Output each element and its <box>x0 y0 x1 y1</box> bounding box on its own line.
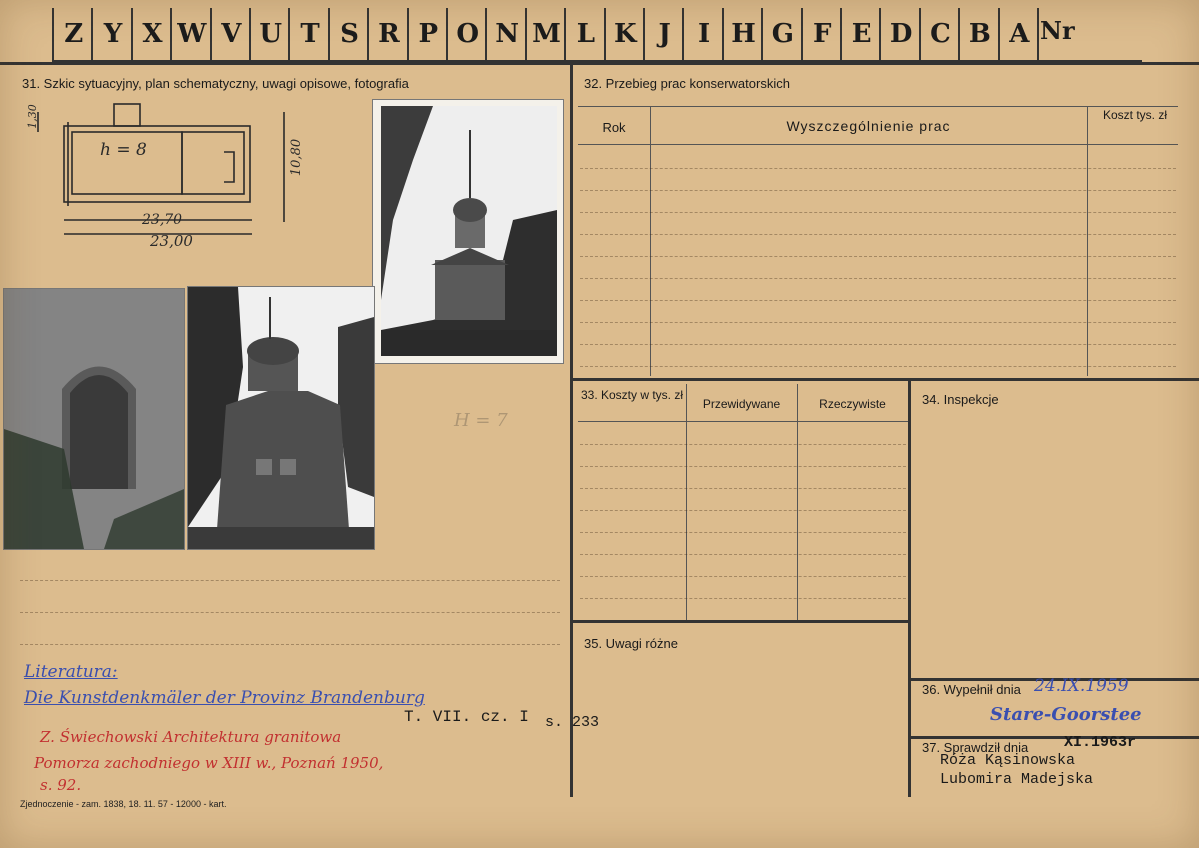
photo-wooden-belfry <box>187 286 375 550</box>
section36-label: 36. Wypełnił dnia <box>922 682 1021 697</box>
index-letter-s: S <box>328 8 369 60</box>
col-desc-header: Wyszczególnienie prac <box>786 118 951 134</box>
table-row-line <box>580 212 1176 213</box>
table-row-line <box>580 366 1176 367</box>
left-column-divider <box>570 62 573 797</box>
sketch-height-note: h = 8 <box>100 140 147 160</box>
header-rule <box>0 62 1199 65</box>
table-row-line <box>580 322 1176 323</box>
index-letter-h: H <box>722 8 763 60</box>
table-row-line <box>580 510 906 511</box>
table-row-line <box>580 256 1176 257</box>
index-letter-g: G <box>761 8 802 60</box>
table-col-rule <box>1087 106 1088 376</box>
literature-page: s. 233 <box>545 714 600 731</box>
index-letter-p: P <box>407 8 448 60</box>
index-letter-n: N <box>485 8 526 60</box>
index-letter-l: L <box>564 8 605 60</box>
table-row-line <box>580 234 1176 235</box>
section37-top-rule <box>910 736 1199 739</box>
faint-height-note: H = 7 <box>454 410 508 431</box>
index-letter-b: B <box>958 8 999 60</box>
print-footer: Zjednoczenie - zam. 1838, 18. 11. 57 - 12000 - kart. <box>20 799 227 809</box>
table-rule <box>578 144 1178 145</box>
index-letter-k: K <box>604 8 645 60</box>
table-row-line <box>580 444 906 445</box>
photo-tower-spire <box>372 99 564 364</box>
index-letter-u: U <box>249 8 290 60</box>
table-row-line <box>580 598 906 599</box>
checker-name-2: Lubomira Madejska <box>940 771 1094 788</box>
dotted-line <box>20 580 560 581</box>
literature-volume: T. VII. cz. I <box>404 708 529 726</box>
dotted-line <box>20 644 560 645</box>
index-letter-w: W <box>170 8 211 60</box>
index-letter-t: T <box>288 8 329 60</box>
col-planned-header: Przewidywane <box>702 397 781 411</box>
section32-bottom-rule <box>572 378 1199 381</box>
table-row-line <box>580 488 906 489</box>
section35-label: 35. Uwagi różne <box>584 636 678 651</box>
index-letter-v: V <box>210 8 251 60</box>
col-actual-header: Rzeczywiste <box>819 397 886 411</box>
index-letter-z: Z <box>52 8 93 60</box>
literature-line3: Pomorza zachodniego w XIII w., Poznań 1950, <box>34 754 384 772</box>
letter-index-strip <box>52 8 1142 62</box>
index-letter-c: C <box>919 8 960 60</box>
table-col-rule <box>650 106 651 376</box>
section36-date: 24.IX.1959 <box>1034 676 1129 696</box>
index-strip-end-rule <box>1037 8 1039 60</box>
index-letter-r: R <box>367 8 408 60</box>
photo-stone-portal <box>3 288 185 550</box>
literature-line2: Z. Świechowski Architektura granitowa <box>40 728 342 746</box>
table-row-line <box>580 532 906 533</box>
index-letter-e: E <box>840 8 881 60</box>
sketch-depth-dim: 10,80 <box>289 138 305 177</box>
index-letter-o: O <box>446 8 487 60</box>
section37-label: 37. Sprawdził dnia <box>922 740 1029 755</box>
table-row-line <box>580 576 906 577</box>
table-rule <box>578 421 908 422</box>
table-rule <box>578 106 1178 107</box>
index-letter-m: M <box>525 8 566 60</box>
section34-label: 34. Inspekcje <box>922 392 999 407</box>
section31-label: 31. Szkic sytuacyjny, plan schematyczny, uwagi opisowe, fotografia <box>22 76 409 91</box>
literature-line4: s. 92. <box>40 776 82 794</box>
section36-signature: Stare-Goorstee <box>990 704 1142 725</box>
section33-label: 33. Koszty w tys. zł <box>580 388 684 402</box>
index-letter-j: J <box>643 8 684 60</box>
table-row-line <box>580 278 1176 279</box>
literature-line1: Die Kunstdenkmäler der Provinz Brandenburg <box>24 688 425 708</box>
index-letter-y: Y <box>91 8 132 60</box>
table-row-line <box>580 344 1176 345</box>
section33-bottom-rule <box>572 620 910 623</box>
index-letter-d: D <box>879 8 920 60</box>
table-col-rule <box>686 384 687 620</box>
dotted-line <box>20 612 560 613</box>
col-cost-header: Koszt tys. zł <box>1102 108 1167 122</box>
table-row-line <box>580 190 1176 191</box>
index-letter-f: F <box>801 8 842 60</box>
index-letter-a: A <box>998 8 1039 60</box>
table-row-line <box>580 554 906 555</box>
index-letter-i: I <box>682 8 723 60</box>
col-year-header: Rok <box>602 120 626 135</box>
nr-label: Nr <box>1040 16 1075 45</box>
sketch-width-dim-2: 23,00 <box>150 232 193 250</box>
right-column-divider <box>908 380 911 797</box>
section32-label: 32. Przebieg prac konserwatorskich <box>584 76 790 91</box>
sketch-width-dim-1: 23,70 <box>142 212 183 228</box>
table-row-line <box>580 466 906 467</box>
index-letter-x: X <box>131 8 172 60</box>
literature-heading: Literatura: <box>24 662 118 682</box>
section37-date: XI.1963r <box>1064 734 1137 751</box>
checker-name-1: Róża Kąsinowska <box>940 752 1076 769</box>
table-row-line <box>580 168 1176 169</box>
sketch-side-dim: 1,30 <box>25 104 39 129</box>
table-row-line <box>580 300 1176 301</box>
table-col-rule <box>797 384 798 620</box>
